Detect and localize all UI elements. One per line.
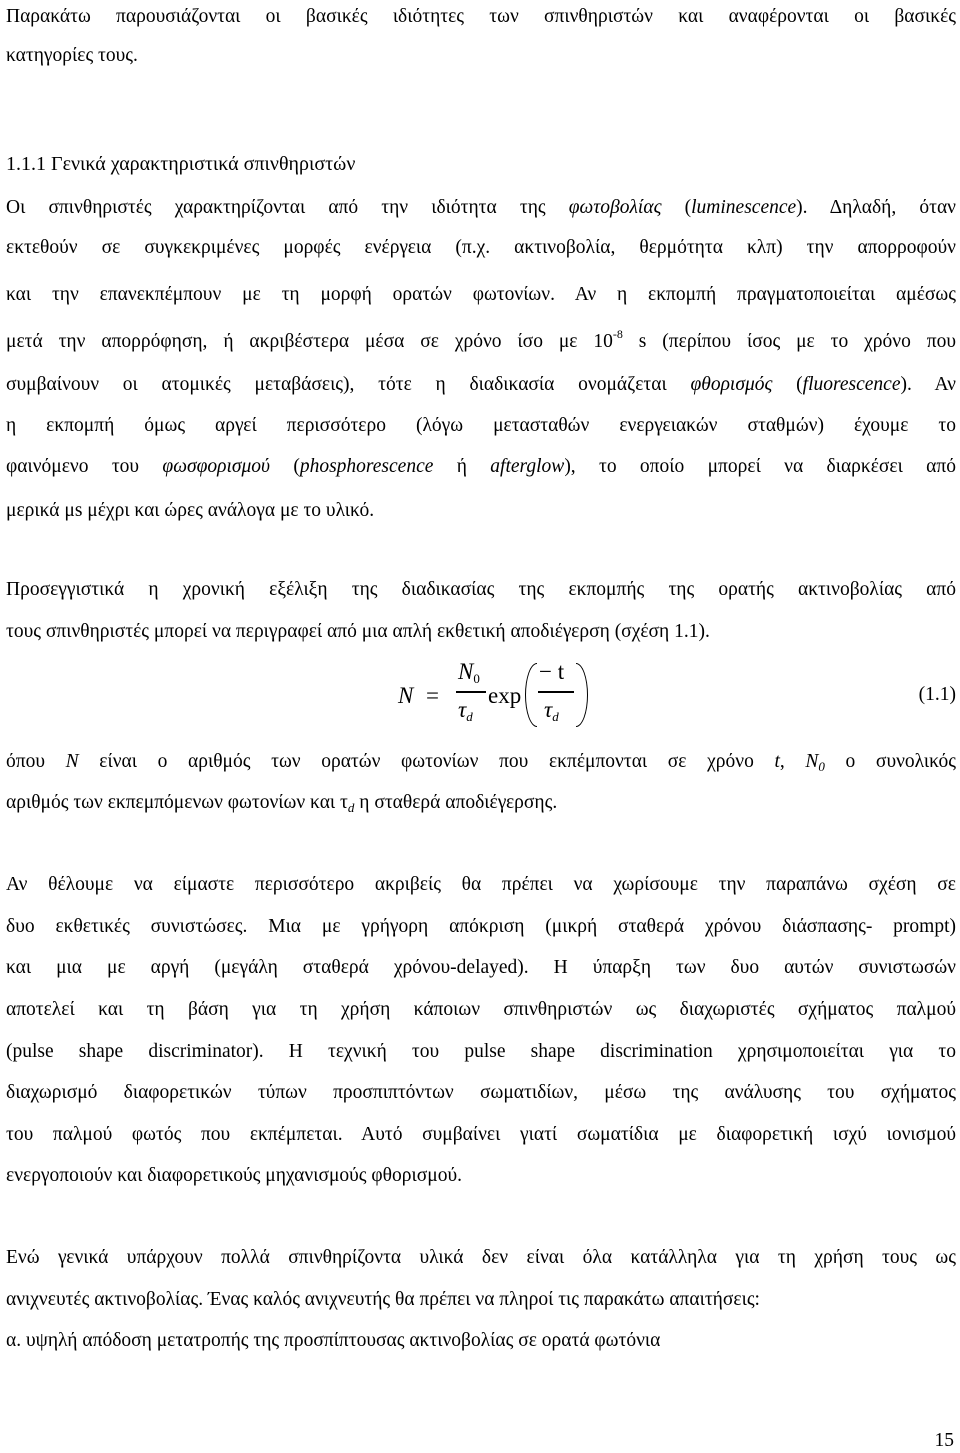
paragraph-line: φαινόμενο του φωσφορισμού (phosphorescence ή afterglow), το οποίο μπορεί να διαρκέσει από xyxy=(6,456,956,477)
paragraph-line: συμβαίνουν οι ατομικές μεταβάσεις), τότε η διαδικασία ονομάζεται φθορισμός (fluorescence). Αν xyxy=(6,374,956,395)
paragraph-line: διαχωρισμό διαφορετικών τύπων προσπιπτόντων σωματιδίων, μέσω της ανάλυσης του σχήματος xyxy=(6,1082,956,1103)
page-number: 15 xyxy=(934,1430,954,1451)
paragraph-line: Προσεγγιστικά η χρονική εξέλιξη της διαδικασίας της εκπομπής της ορατής ακτινοβολίας από xyxy=(6,579,956,600)
paragraph-line: και μια με αργή (μεγάλη σταθερά χρόνου-delayed). Η ύπαρξη των δυο αυτών συνιστωσών xyxy=(6,957,956,978)
paragraph-line: Οι σπινθηριστές χαρακτηρίζονται από την ιδιότητα της φωτοβολίας (luminescence). Δηλαδή, όταν xyxy=(6,197,956,218)
right-parenthesis xyxy=(576,663,588,727)
intro-line: κατηγορίες τους. xyxy=(6,45,138,66)
equation-number: (1.1) xyxy=(918,684,956,705)
paragraph-line: και την επανεκπέμπουν με τη μορφή ορατών φωτονίων. Αν η εκπομπή πραγματοποιείται αμέσως xyxy=(6,284,956,305)
paragraph-line: (pulse shape discriminator). Η τεχνική του pulse shape discrimination χρησιμοποιείται για το xyxy=(6,1041,956,1062)
paragraph-line: μετά την απορρόφηση, ή ακριβέστερα μέσα σε χρόνο ίσο με $10^{-8}$ s (περίπου ίσος με το χρόνο που xyxy=(6,327,956,352)
document-page xyxy=(6,0,957,1451)
paragraph-line: εκτεθούν σε συγκεκριμένες μορφές ενέργεια (π.χ. ακτινοβολία, θερμότητα κλπ) την απορροφούν xyxy=(6,237,956,258)
paragraph-line: α. υψηλή απόδοση μετατροπής της προσπίπτουσας ακτινοβολίας σε ορατά φωτόνια xyxy=(6,1330,661,1351)
paragraph-line: αριθμός των εκπεμπόμενων φωτονίων και $\tau_d$ η σταθερά αποδιέγερσης. xyxy=(6,792,558,815)
intro-line: Παρακάτω παρουσιάζονται οι βασικές ιδιότητες των σπινθηριστών και αναφέρονται οι βασικές xyxy=(6,6,956,27)
paragraph-line: τους σπινθηριστές μπορεί να περιγραφεί από μια απλή εκθετική αποδιέγερση (σχέση 1.1). xyxy=(6,621,710,642)
equation-exp: exp xyxy=(488,683,522,708)
paragraph-line: Ενώ γενικά υπάρχουν πολλά σπινθηρίζοντα υλικά δεν είναι όλα κατάλληλα για τη χρήση τους ως xyxy=(6,1247,956,1268)
paragraph-line: αποτελεί και τη βάση για τη χρήση κάποιων σπινθηριστών ως διαχωριστές σχήματος παλμού xyxy=(6,999,956,1020)
equation-body xyxy=(398,657,588,735)
equation-lhs: N xyxy=(398,683,414,708)
paragraph-line: ανιχνευτές ακτινοβολίας. Ένας καλός ανιχνευτής θα πρέπει να πληροί τις παρακάτω απαιτήσεις: xyxy=(6,1289,760,1310)
paragraph-line: του παλμού φωτός που εκπέμπεται. Αυτό συμβαίνει γιατί σωματίδια με διαφορετική ισχύ ιονισμού xyxy=(6,1124,956,1145)
left-parenthesis xyxy=(525,663,537,727)
paragraph-line: ενεργοποιούν και διαφορετικούς μηχανισμούς φθορισμού. xyxy=(6,1165,462,1186)
equation-numerator: $N_0$ xyxy=(458,659,480,686)
equation-1-1 xyxy=(6,657,956,735)
fraction-bar xyxy=(538,691,574,693)
fraction-bar xyxy=(456,691,486,693)
equation-equals: = xyxy=(426,683,439,708)
equation-inner-denominator: $\tau_d$ xyxy=(544,697,559,724)
equation-denominator: $\tau_d$ xyxy=(458,697,473,724)
paragraph-line: δυο εκθετικές συνιστώσες. Μια με γρήγορη απόκριση (μικρή σταθερά χρόνου διάσπασης- prompt) xyxy=(6,916,956,937)
paragraph-line: όπου N είναι ο αριθμός των ορατών φωτονίων που εκπέμπονται σε χρόνο t, $N_0$ ο συνολικός xyxy=(6,751,957,774)
section-heading: 1.1.1 Γενικά χαρακτηριστικά σπινθηριστών xyxy=(6,153,356,175)
paragraph-line: μερικά μs μέχρι και ώρες ανάλογα με το υλικό. xyxy=(6,500,375,521)
equation-inner-numerator: − t xyxy=(539,659,565,684)
paragraph-line: Αν θέλουμε να είμαστε περισσότερο ακριβείς θα πρέπει να χωρίσουμε την παραπάνω σχέση σε xyxy=(6,874,956,895)
paragraph-line: η εκπομπή όμως αργεί περισσότερο (λόγω μετασταθών ενεργειακών σταθμών) έχουμε το xyxy=(6,415,956,436)
